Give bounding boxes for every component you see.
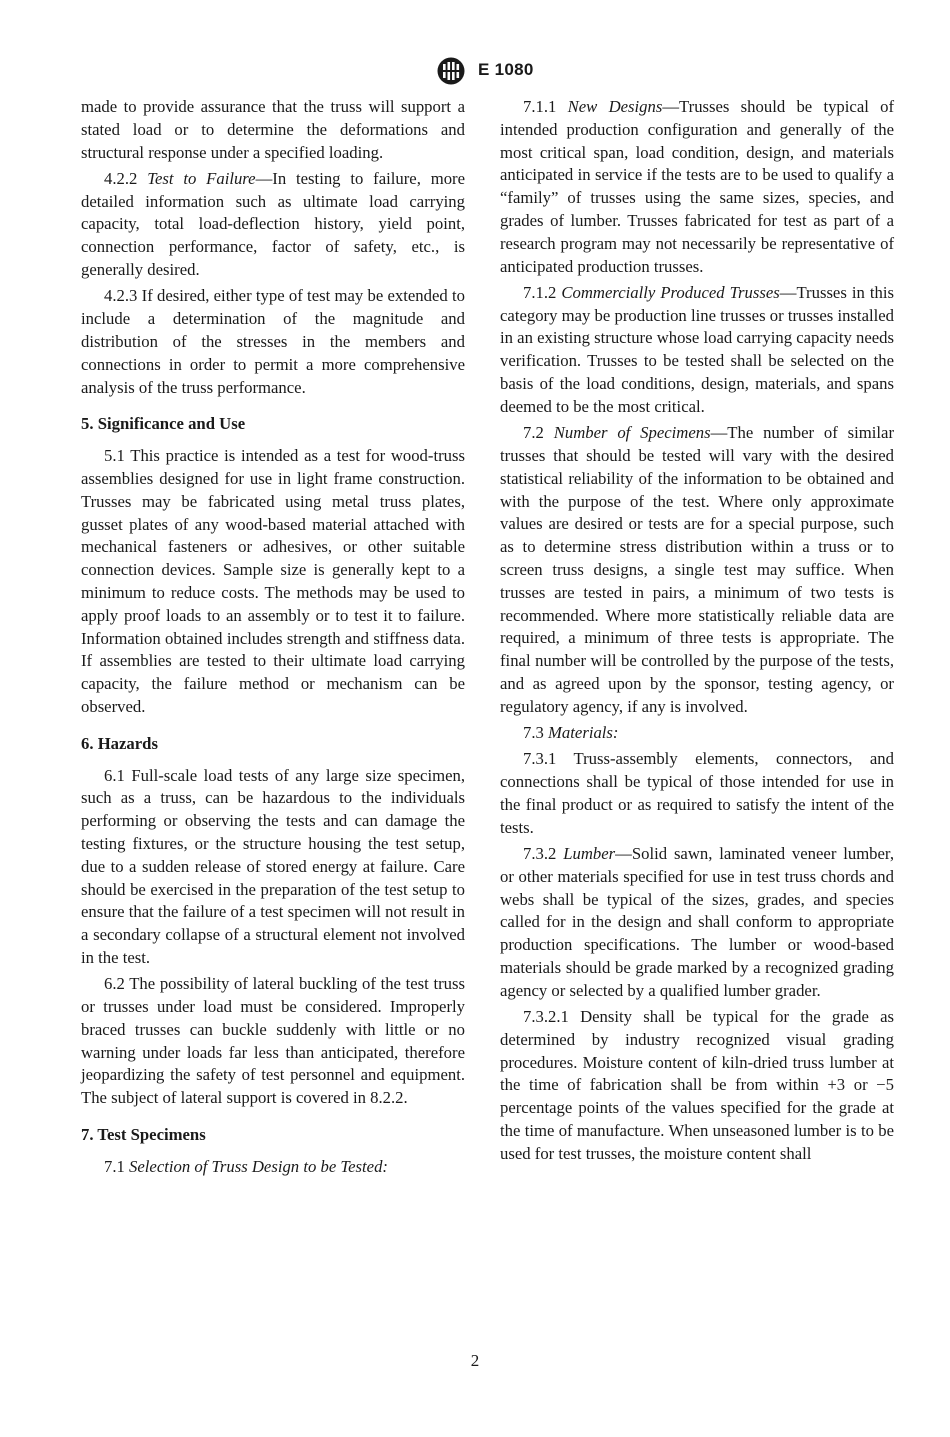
section-text: —Trusses should be typical of intended production configuration and generally of the most critical span, load condition, design, and materials anticipated in service if the tests are to be used to qualify a “family” of trusses using the same sizes, species, and grades of lumber. Trusses fabricated for test as part of a research program may not necessarily be representative of anticipated production trusses.	[500, 97, 895, 276]
paragraph-4-2-2	[81, 168, 465, 282]
paragraph-7-3	[500, 722, 894, 745]
paragraph-7-3-1: 7.3.1 Truss-assembly elements, connectors, and connections shall be typical of those intended for use in the final product or as required to satisfy the intent of the tests.	[500, 749, 894, 837]
astm-logo-icon	[436, 56, 466, 86]
section-number: 4.2.2	[104, 168, 138, 188]
section-text: —Trusses in this category may be production line trusses or trusses installed in an existing structure whose load carrying capacity needs verification. Trusses to be tested shall be selected on the basis of the load conditions, design, materials, and spans deemed to be the most critical.	[500, 282, 894, 416]
paragraph-6-1: 6.1 Full-scale load tests of any large size specimen, such as a truss, can be hazardous to the individuals performing or observing the tests and can damage the testing fixtures, or the structure housing the test setup, due to a sudden release of stored energy at failure. Care should be exercised in the preparation of the test setup to ensure that the failure of a test specimen will not result in a secondary collapse of a structural element not involved in the test.	[81, 765, 465, 967]
section-text: —The number of similar trusses that should be tested will vary with the desired statistical reliability of the information to be obtained and with the purpose of the test. Where only approximate values are desired or tests are for a special purpose, such as to determine stress distribution within a truss or to screen truss designs, a single test may suffice. When trusses are tested in pairs, a minimum of two tests is recommended. Where more statistically reliable data are required, a minimum of three tests is appropriate. The final number will be controlled by the purpose of the tests, and as agreed upon by the sponsor, testing agency, or regulatory agency, if any is involved.	[500, 423, 895, 716]
section-title: Commercially Produced Trusses	[561, 282, 780, 302]
section-text: —Solid sawn, laminated veneer lumber, or other materials specified for use in test truss chords and webs shall be typical of the sizes, grades, and species called for in the design and shall conform to appropriate production specifications. The lumber or wood-based materials should be grade marked by a recognized grading agency or selected by a qualified lumber grader.	[500, 844, 894, 1000]
section-number: 7.2	[523, 423, 544, 443]
section-title: New Designs	[567, 97, 663, 116]
paragraph-7-2	[500, 422, 894, 718]
paragraph-7-3-2	[500, 843, 894, 1003]
standard-designation: E 1080	[478, 60, 534, 79]
page-header	[0, 56, 950, 88]
paragraph-4-2-3: 4.2.3 If desired, either type of test may be extended to include a determination of the magnitude and distribution of the stresses in the members and connections in order to permit a more comprehensive analysis of the truss performance.	[81, 286, 465, 397]
paragraph-5-1: 5.1 This practice is intended as a test for wood-truss assemblies designed for use in light frame construction. Trusses may be fabricated using metal truss plates, gusset plates of any wood-based material attached with mechanical fasteners or adhesives, or other suitable connection devices. Sample size is generally kept to a minimum to reduce costs. The methods may be used to apply proof loads to an assembly or to test it to failure. Information obtained includes strength and stiffness data. If assemblies are tested to their ultimate load carrying capacity, the failure method or mechanism can be observed.	[81, 446, 465, 716]
section-title: Selection of Truss Design to be Tested:	[129, 1156, 388, 1176]
section-number: 7.3.2	[523, 844, 557, 863]
heading-test-specimens: 7. Test Specimens	[81, 1124, 206, 1144]
left-column	[81, 96, 465, 1182]
right-column	[500, 96, 894, 1169]
section-title: Lumber	[563, 844, 616, 863]
paragraph-7-3-2-1: 7.3.2.1 Density shall be typical for the grade as determined by industry recognized visual grading procedures. Moisture content of kiln-dried truss lumber at the time of fabrication shall be from within +3 or −5 percentage points of the values specified for the grade at the time of manufacture. When unseasoned lumber is to be used for test trusses, the moisture content shall	[500, 1007, 894, 1163]
heading-hazards: 6. Hazards	[81, 733, 158, 753]
section-number: 7.1.2	[523, 282, 557, 302]
paragraph-6-2: 6.2 The possibility of lateral buckling of the test truss or trusses under load must be considered. Improperly braced trusses can buckle suddenly with little or no warning under loads far less than anticipated, therefore jeopardizing the safety of test personnel and equipment. The subject of lateral support is covered in 8.2.2.	[81, 974, 465, 1108]
section-title: Test to Failure	[147, 168, 256, 188]
section-number: 7.1	[104, 1156, 125, 1176]
paragraph-cont: made to provide assurance that the truss will support a stated load or to determine the deformations and structural response under a specified loading.	[81, 97, 465, 162]
section-title: Materials:	[548, 723, 619, 743]
paragraph-7-1	[81, 1156, 465, 1179]
page-number: 2	[470, 1351, 480, 1370]
section-number: 7.3	[523, 723, 544, 743]
paragraph-7-1-2	[500, 282, 894, 419]
paragraph-7-1-1	[500, 96, 894, 278]
section-title: Number of Specimens	[553, 423, 711, 443]
heading-significance-and-use: 5. Significance and Use	[81, 414, 246, 434]
section-text: —In testing to failure, more detailed information such as ultimate load carrying capacity, total load-deflection history, yield point, connection performance, factor of safety, etc., is generally desired.	[81, 168, 466, 280]
section-number: 7.1.1	[523, 97, 557, 116]
